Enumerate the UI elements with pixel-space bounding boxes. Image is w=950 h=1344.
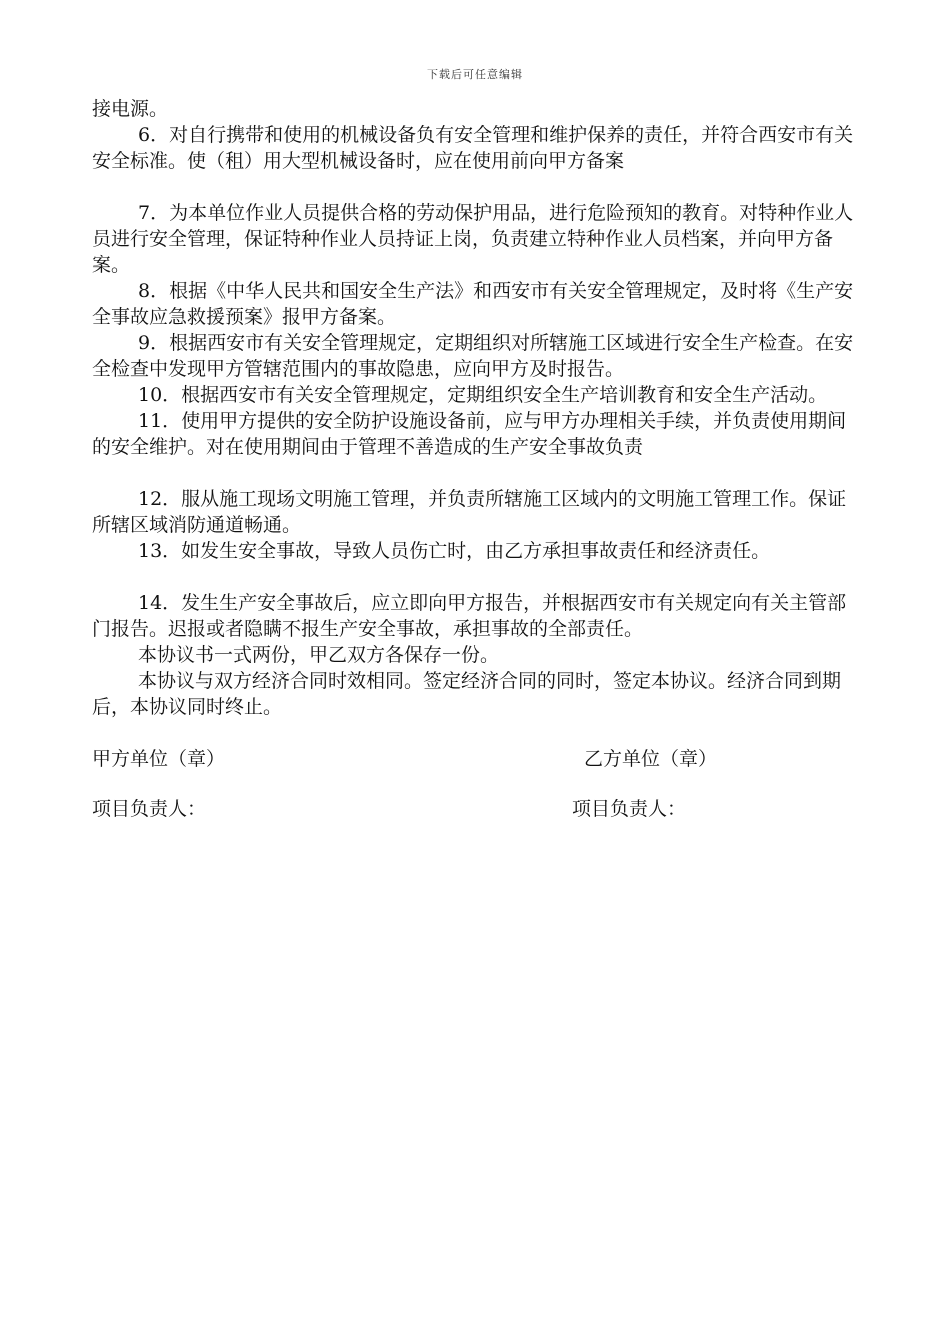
document-body (92, 96, 862, 720)
blank-line (92, 174, 862, 200)
party-a-unit-label: 甲方单位（章） (92, 748, 226, 770)
clause-6: 6．对自行携带和使用的机械设备负有安全管理和维护保养的责任，并符合西安市有关安全标准。使（租）用大型机械设备时，应在使用前向甲方备案 (92, 124, 854, 172)
party-b-unit-label: 乙方单位（章） (584, 748, 718, 770)
page-header: 下载后可任意编辑 (427, 68, 523, 81)
clause-11: 11．使用甲方提供的安全防护设施设备前，应与甲方办理相关手续，并负责使用期间的安全维护。对在使用期间由于管理不善造成的生产安全事故负责 (92, 410, 847, 458)
validity-statement: 本协议与双方经济合同时效相同。签定经济合同的同时，签定本协议。经济合同到期后，本协议同时终止。 (92, 670, 842, 718)
party-b-manager-label: 项目负责人： (572, 798, 687, 820)
clause-8: 8．根据《中华人民共和国安全生产法》和西安市有关安全管理规定，及时将《生产安全事故应急救援预案》报甲方备案。 (92, 280, 854, 328)
blank-line (92, 564, 862, 590)
paragraph-continuation: 接电源。 (92, 98, 169, 120)
clause-13: 13．如发生安全事故，导致人员伤亡时，由乙方承担事故责任和经济责任。 (138, 540, 771, 562)
clause-12: 12．服从施工现场文明施工管理，并负责所辖施工区域内的文明施工管理工作。保证所辖区域消防通道畅通。 (92, 488, 847, 536)
copies-statement: 本协议书一式两份，甲乙双方各保存一份。 (138, 644, 500, 666)
clause-7: 7．为本单位作业人员提供合格的劳动保护用品，进行危险预知的教育。对特种作业人员进行安全管理，保证特种作业人员持证上岗，负责建立特种作业人员档案，并向甲方备案。 (92, 202, 854, 276)
blank-line (92, 460, 862, 486)
party-a-manager-label: 项目负责人： (92, 798, 207, 820)
clause-14: 14．发生生产安全事故后，应立即向甲方报告，并根据西安市有关规定向有关主管部门报告。迟报或者隐瞒不报生产安全事故，承担事故的全部责任。 (92, 592, 847, 640)
clause-10: 10．根据西安市有关安全管理规定，定期组织安全生产培训教育和安全生产活动。 (138, 384, 828, 406)
clause-9: 9．根据西安市有关安全管理规定，定期组织对所辖施工区域进行安全生产检查。在安全检查中发现甲方管辖范围内的事故隐患，应向甲方及时报告。 (92, 332, 854, 380)
